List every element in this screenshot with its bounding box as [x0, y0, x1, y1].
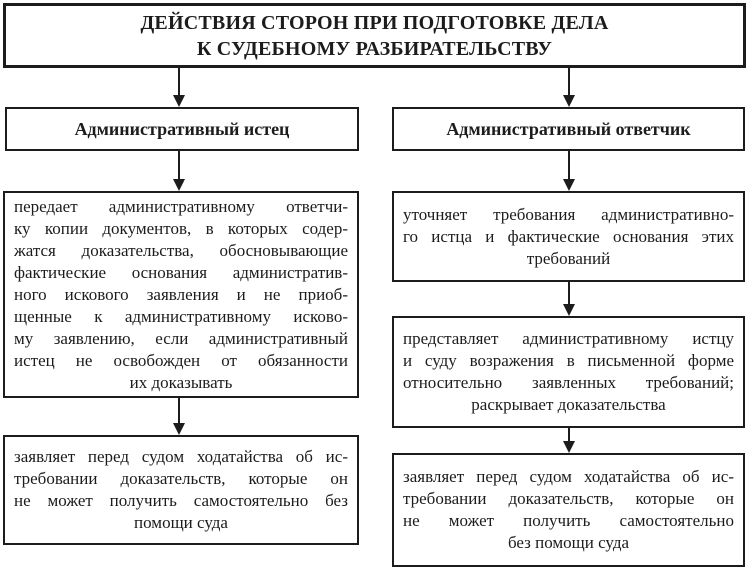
- text-line: фактические основания административ-: [14, 262, 348, 282]
- text-line: требовании доказательств, которые он: [14, 469, 348, 488]
- arrow-head-icon: [563, 304, 575, 316]
- arrow-title-to-defendant: [562, 68, 575, 107]
- defendant-header-box: [392, 107, 745, 151]
- text-line: жатся доказательства, обосновывающие: [14, 240, 348, 260]
- arrow-shaft: [568, 428, 570, 441]
- arrow-defendant-step1-to-step2: [562, 282, 575, 316]
- text-line: истец не освобожден от обязанности: [14, 350, 348, 370]
- arrow-head-icon: [173, 423, 185, 435]
- plaintiff-header-box: [5, 107, 359, 151]
- arrow-head-icon: [173, 95, 185, 107]
- text-line: му заявлению, если административный: [14, 328, 348, 348]
- arrow-shaft: [178, 398, 180, 423]
- arrow-shaft: [178, 151, 180, 179]
- title-box: [3, 3, 746, 68]
- text-line: передает административному ответчи-: [14, 196, 348, 216]
- text-line: помощи суда: [134, 513, 228, 532]
- plaintiff-step1-box: [3, 191, 359, 398]
- text-line: требовании доказательств, которые он: [403, 489, 734, 508]
- arrow-title-to-plaintiff: [172, 68, 185, 107]
- arrow-shaft: [568, 282, 570, 304]
- defendant-step3-box: [392, 453, 745, 567]
- text-line: заявляет перед судом ходатайства об ис-: [403, 467, 734, 486]
- arrow-head-icon: [563, 441, 575, 453]
- text-line: ку копии документов, в которых содер-: [14, 218, 348, 238]
- arrow-head-icon: [563, 95, 575, 107]
- text-line: и суду возражения в письменной форме: [403, 351, 734, 370]
- text-line: уточняет требования административно-: [403, 204, 734, 224]
- text-line: относительно заявленных требований;: [403, 373, 734, 392]
- arrow-head-icon: [173, 179, 185, 191]
- defendant-step2-box: [392, 316, 745, 428]
- text-line: щенные к административному исково-: [14, 306, 348, 326]
- defendant-step1-box: [392, 191, 745, 282]
- text-line: не может получить самостоятельно: [403, 511, 734, 530]
- arrow-shaft: [178, 68, 180, 95]
- plaintiff-header-label: Административный истец: [74, 118, 290, 139]
- arrow-defendant-header-to-step1: [562, 151, 575, 191]
- text-line: без помощи суда: [507, 533, 630, 552]
- text-line: раскрывает доказательства: [471, 395, 666, 414]
- plaintiff-step2-box: [3, 435, 359, 545]
- title-line: К СУДЕБНОМУ РАЗБИРАТЕЛЬСТВУ: [196, 37, 553, 60]
- title-line: ДЕЙСТВИЯ СТОРОН ПРИ ПОДГОТОВКЕ ДЕЛА: [140, 11, 609, 34]
- text-line: заявляет перед судом ходатайства об ис-: [14, 447, 348, 466]
- arrow-shaft: [568, 151, 570, 179]
- text-line: не может получить самостоятельно без: [14, 491, 348, 510]
- text-line: ного искового заявления и не приоб-: [14, 284, 348, 304]
- arrow-defendant-step2-to-step3: [562, 428, 575, 453]
- arrow-plaintiff-step1-to-step2: [172, 398, 185, 435]
- text-line: го истца и фактические основания этих: [403, 226, 734, 246]
- arrow-shaft: [568, 68, 570, 95]
- text-line: представляет административному истцу: [403, 329, 734, 348]
- arrow-head-icon: [563, 179, 575, 191]
- defendant-header-label: Административный ответчик: [446, 118, 691, 139]
- text-line: их доказывать: [129, 372, 233, 392]
- arrow-plaintiff-header-to-step1: [172, 151, 185, 191]
- text-line: требований: [526, 248, 611, 268]
